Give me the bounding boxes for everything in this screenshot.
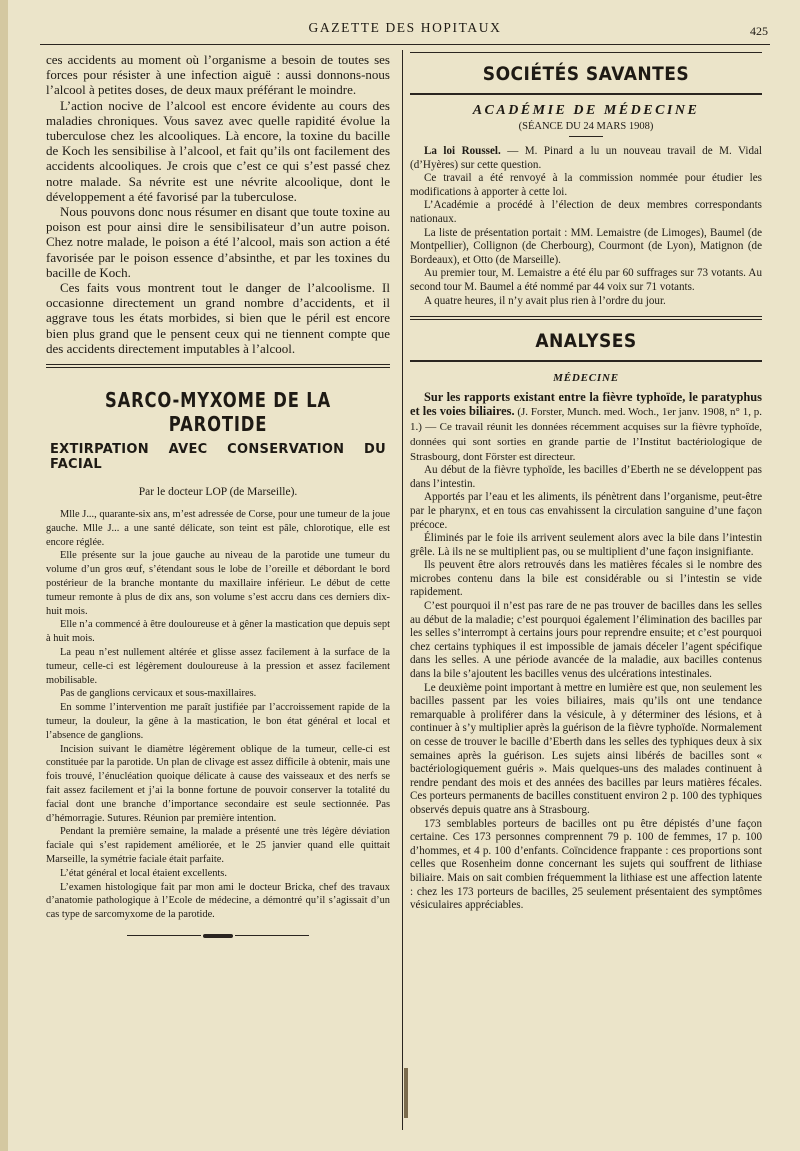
paragraph: Éliminés par le foie ils arrivent seulement alors avec la bile dans l’intestin grêle. Là ils ne se multiplient pas, ou se multiplient d’une façon insignifiante. xyxy=(410,532,762,558)
paragraph: L’état général et local étaient excellents. xyxy=(60,867,227,879)
session-date: (SÉANCE DU 24 MARS 1908) xyxy=(518,121,654,132)
analysis-lead xyxy=(410,390,762,464)
alcohol-lecture-continuation xyxy=(46,52,390,356)
societes-title: SOCIÉTÉS SAVANTES xyxy=(482,63,690,85)
sarcomyxome-article xyxy=(46,388,390,938)
page-number: 425 xyxy=(750,24,768,38)
paragraph: La liste de présentation portait : MM. Lemaistre (de Limoges), Baumel (de Montpellier), Collignon (de Cherbourg), Courmont (de Lyon), Matignon (de Bordeaux), et Otto (de Marseille). xyxy=(410,226,762,266)
section-rule xyxy=(410,316,762,320)
paragraph: Au premier tour, M. Lemaistre a été élu par 60 suffrages sur 73 votants. Au second tour M. Baumel a été nommé par 44 voix sur 71 votants. xyxy=(410,267,762,293)
paragraph: Ces faits vous montrent tout le danger de l’alcoolisme. Il occasionne directement un grand nombre d’accidents, et il aggrave tous les états morbides, si bien que le péril est encore bien plus grand que le pensent ceux qui ne tiennent compte que des accidents directement imputables à l’alcool. xyxy=(46,280,390,356)
analyses-title: ANALYSES xyxy=(535,330,637,353)
paragraph: Ils peuvent être alors retrouvés dans les matières fécales si le nombre des microbes contenu dans la bile est considérable ou si l’intestin se vide rapidement. xyxy=(410,559,762,599)
article-head: La loi Roussel. xyxy=(424,145,501,157)
ornament-center xyxy=(203,934,233,938)
paragraph: Au début de la fièvre typhoïde, les bacilles d’Eberth ne se développent pas dans l’intestin. xyxy=(410,464,762,490)
paragraph: Nous pouvons donc nous résumer en disant que toute toxine au poison est pour ainsi dire le sensibilisateur d’un autre poison. Chez notre malade, le poison a été l’alcool, mais son action a été favorisée par le poison essence d’absinthe, et par les toxines du bacille de Koch. xyxy=(46,204,390,280)
paragraph: Pas de ganglions cervicaux et sous-maxillaires. xyxy=(60,688,257,700)
small-rule xyxy=(569,136,603,137)
paragraph: La peau n’est nullement altérée et glisse assez facilement à la surface de la tumeur, celle-ci est légèrement douloureuse à la pression et assez facilement mobilisable. xyxy=(46,647,390,686)
page-edge xyxy=(0,0,8,1151)
paragraph: Pendant la première semaine, la malade a présenté une très légère déviation faciale qui s’est rapidement améliorée, et le 25 janvier quand elle quittait Marseille, la symétrie faciale était parfaite. xyxy=(46,826,390,865)
paragraph: Ce travail a été renvoyé à la commission nommée pour étudier les modifications à apporter à cette loi. xyxy=(410,172,762,198)
right-column xyxy=(410,52,762,913)
article-byline: Par le docteur LOP (de Marseille). xyxy=(138,486,298,499)
article-lead: — M. Pinard a lu un nouveau travail de M. Vidal (d’Hyères) sur cette question. xyxy=(410,145,762,171)
paragraph: Apportés par l’eau et les aliments, ils pénètrent dans l’organisme, peut-être par le pharynx, et en tous cas envahissent la circulation sanguine d’une façon précoce. xyxy=(410,491,762,531)
header-rule xyxy=(40,44,770,45)
paragraph: Mlle J..., quarante-six ans, m’est adressée de Corse, pour une tumeur de la joue gauche. Mlle J... a une santé délicate, son teint est pâle, chlorotique, elle est encore réglée. xyxy=(46,509,390,548)
margin-mark xyxy=(404,1068,408,1118)
paragraph: Le deuxième point important à mettre en lumière est que, non seulement les bacilles passent par les voies biliaires, mais qu’ils ont une tendance remarquable à proliférer dans la vésicule, à y déterminer des lésions, et à continuer à s’y multiplier après la guérison de la fièvre typhoïde. Normalement on cesse de trouver le bacille d’Eberth dans les selles des typhiques deux à six semaines après la guérison. Les sujets ainsi libérés de bacilles sont « bactériologiquement guéris ». Mais quelques-uns des malades continuent à rendre pendant des mois et des années des bacilles par leurs matières fécales. Ces porteurs permanents de bacilles constituent environ 2 p. 100 des typhiques observés depuis quatre ans à Strasbourg. xyxy=(410,681,762,816)
analysis-reference: (J. Forster, Munch. med. Woch., 1er janv. 1908, n° 1, p. 1.) — Ce travail réunit les données récemment acquises sur la fièvre typhoïde, données qui sont sorties en grande partie de l’Institut bactériologique de Strasbourg, dont Förster est directeur. xyxy=(410,406,762,464)
section-rule xyxy=(410,52,762,53)
paragraph: 173 semblables porteurs de bacilles ont pu être dépistés d’une façon certaine. Ces 173 personnes comprennent 79 p. 100 de femmes, 17 p. 100 d’hommes, et 4 p. 100 d’enfants. Coïncidence frappante : ces proportions sont celles que Rosenheim donne concernant les sujets qui souffrent de lithiase biliaire. Mais on sait combien fréquemment la lithiase est une affection latente : chez les 173 porteurs de bacilles, 25 seulement présentaient des symptômes vésiculaires appréciables. xyxy=(410,817,762,912)
paragraph: L’action nocive de l’alcool est encore évidente au cours des maladies chroniques. Vous savez avec quelle rapidité évolue la tuberculose chez les alcooliques. Là encore, la toxine du bacille de Koch les sensibilise à l’alcool, et fait qu’ils ont facilement des accidents alcooliques. Je crois que c’est ce qui s’est passé chez notre malade. Sa névrite est une névrite alcoolique, dont le développement a été favorisé par la tuberculose. xyxy=(46,97,390,204)
paragraph: ces accidents au moment où l’organisme a besoin de toutes ses forces pour résister à une infection aiguë : aussi donnons-nous l’alcool à petites doses, de deux maux préférant le moindre. xyxy=(46,52,390,98)
analysis-title: Sur les rapports existant entre la fièvre typhoïde, le paratyphus et les voies biliaires. xyxy=(410,390,762,419)
page-header xyxy=(40,14,770,44)
column-divider xyxy=(402,50,403,1130)
loi-roussel-lead xyxy=(410,145,762,172)
section-rule xyxy=(410,93,762,95)
paragraph: Elle présente sur la joue gauche au niveau de la parotide une tumeur du volume d’un gros œuf, s’étendant sous le lobe de l’oreille et débordant le bord postérieur de la branche montante du maxillaire inférieur. Le début de cette tumeur remonte à plus de dix ans, son volume s’est accru dans ces derniers dix-huit mois. xyxy=(46,550,390,617)
medecine-heading: MÉDECINE xyxy=(553,372,619,385)
article-title: SARCO-MYXOME DE LA PAROTIDE xyxy=(104,388,332,437)
ornament-line xyxy=(127,935,201,936)
ornament-line xyxy=(235,935,309,936)
section-rule xyxy=(46,364,390,368)
article-subtitle: EXTIRPATION AVEC CONSERVATION DU FACIAL xyxy=(50,442,386,473)
paragraph: A quatre heures, il n’y avait plus rien à l’ordre du jour. xyxy=(424,294,666,307)
end-ornament xyxy=(46,934,390,938)
paragraph: L’Académie a procédé à l’élection de deux membres correspondants nationaux. xyxy=(410,199,762,225)
left-column xyxy=(46,52,390,938)
paragraph: L’examen histologique fait par mon ami le docteur Bricka, chef des travaux d’anatomie pathologique à l’Ecole de médecine, a démontré qu’il s’agissait d’un cas type de sarcomyxome de la parotide. xyxy=(46,881,390,921)
section-rule xyxy=(410,360,762,362)
running-title: GAZETTE DES HOPITAUX xyxy=(308,20,502,35)
paragraph: C’est pourquoi il n’est pas rare de ne pas trouver de bacilles dans les selles au début de la maladie; c’est pourquoi également l’élimination des bacilles par les selles s’interrompt à certains jours pour reprendre ensuite; et c’est pourquoi chez certains typhiques il est impossible de jamais déceler l’agent spécifique dans les selles. A une période avancée de la maladie, aux bacilles contenus dans la bile s’ajoutent les bacilles venus des ulcérations intestinales. xyxy=(410,600,762,681)
academy-heading: ACADÉMIE DE MÉDECINE xyxy=(472,103,700,118)
paragraph: Elle n’a commencé à être douloureuse et à gêner la mastication que depuis sept à huit mois. xyxy=(46,619,390,645)
paragraph: Incision suivant le diamètre légèrement oblique de la tumeur, celle-ci est constituée par la parotide. Un plan de clivage est assez difficile à obtenir, mais une fois trouvé, l’énucléation quoique délicate à cause des vaisseaux et des nerfs se fait assez facilement et j’ai la bonne fortune de pouvoir conserver la totalité du facial dont une branche d’importance secondaire est seule sectionnée. Pas d’hémorragie. Sutures. Réunion par première intention. xyxy=(46,743,390,824)
paragraph: En somme l’intervention me paraît justifiée par l’accroissement rapide de la tumeur, la douleur, la gêne à la mastication, le bon état général et local et l’absence de ganglions. xyxy=(46,702,390,741)
